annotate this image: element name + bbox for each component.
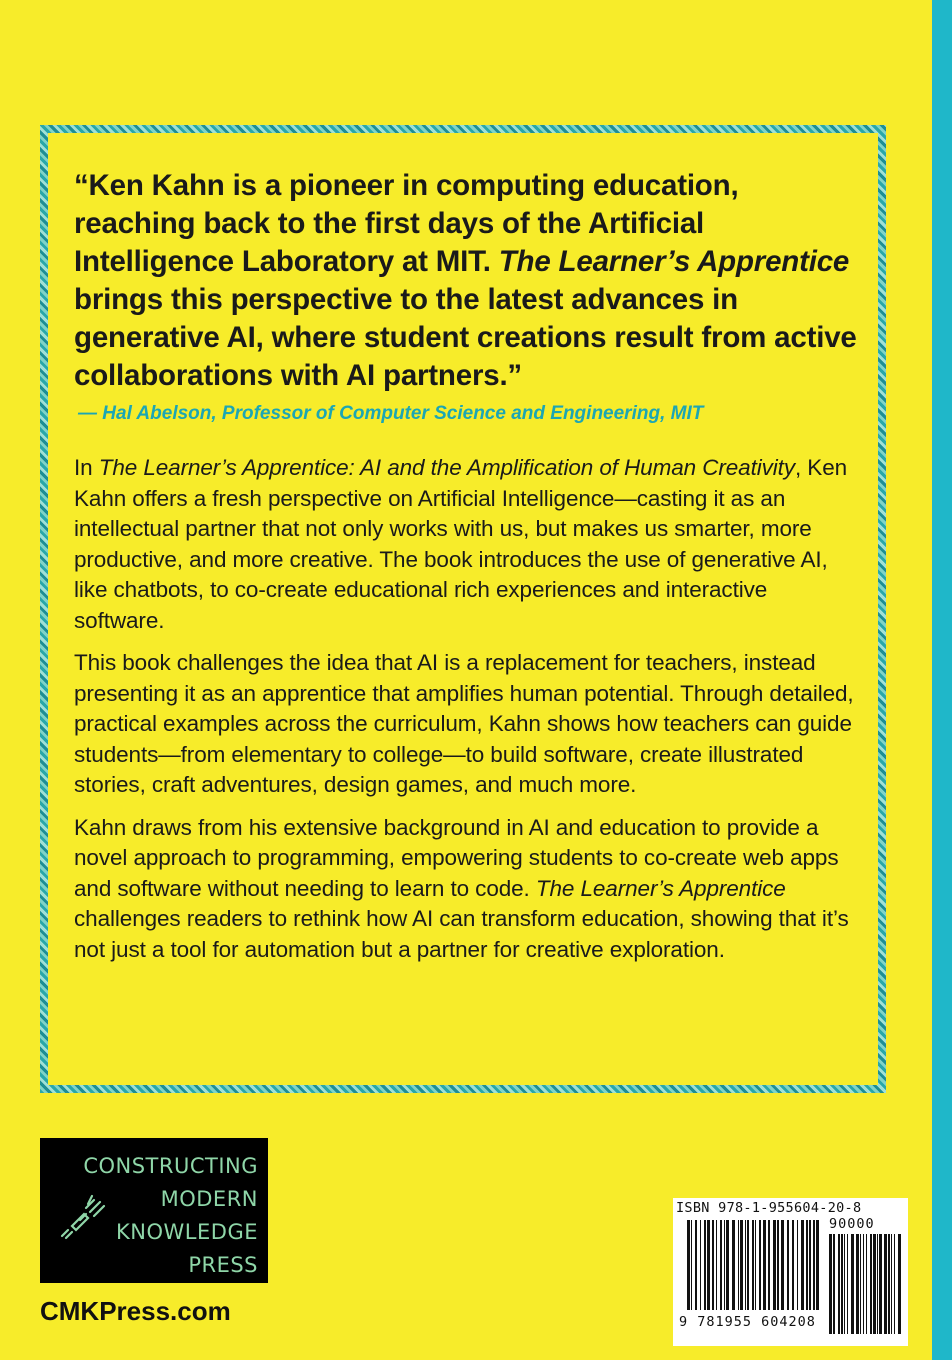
barcode-bar <box>773 1220 776 1310</box>
publisher-line-2: MODERN <box>160 1187 258 1211</box>
barcode-bar <box>787 1220 789 1310</box>
description-paragraph-3 <box>74 813 858 966</box>
barcode-digits: 9 781955 604208 <box>679 1314 816 1330</box>
quote-attribution: — Hal Abelson, Professor of Computer Science and Engineering, MIT <box>78 403 704 424</box>
barcode-bar <box>763 1220 766 1310</box>
barcode-bar <box>816 1220 819 1310</box>
barcode-addon-bar <box>838 1234 840 1334</box>
p3-lead: Kahn draws from his extensive background in AI and education to provide a novel approach to programming, empowering students to co-create web apps and software without needing to learn to code. <box>74 814 839 901</box>
blurb-frame <box>40 125 886 1093</box>
barcode-bar <box>801 1220 804 1310</box>
barcode-bar <box>712 1220 714 1310</box>
p3-text: challenges readers to rethink how AI can transform education, showing that it’s not just a tool for automation but a partner for creative exploration. <box>74 906 849 962</box>
barcode-addon-bar <box>894 1234 895 1334</box>
barcode-addon-bar <box>844 1234 845 1334</box>
barcode-bar <box>747 1220 749 1310</box>
barcode-addon-bar <box>870 1234 872 1334</box>
barcode-addon-bar <box>847 1234 848 1334</box>
barcode-bar <box>813 1220 815 1310</box>
barcode-addon-bar <box>884 1234 887 1334</box>
barcode-bar <box>691 1220 692 1310</box>
p3-book-title: The Learner’s Apprentice <box>535 875 786 901</box>
barcode-addon-bar <box>879 1234 882 1334</box>
quote-book-title: The Learner’s Apprentice <box>498 245 850 278</box>
barcode-bar <box>695 1220 697 1310</box>
publisher-name <box>83 1150 258 1282</box>
barcode-addon-bar <box>860 1234 861 1334</box>
publisher-logo <box>40 1138 268 1283</box>
publisher-line-4: PRESS <box>188 1253 258 1277</box>
isbn-barcode <box>673 1198 908 1346</box>
barcode-bar <box>781 1220 784 1310</box>
quote-text-1: “Ken Kahn is a pioneer in computing education, reaching back to the first days of the Artificial Intelligence Laboratory at MIT. <box>74 169 739 278</box>
endorsement-quote <box>74 167 858 395</box>
description-paragraph-2: This book challenges the idea that AI is a replacement for teachers, instead presenting it as an apprentice that amplifies human potential. Through detailed, practical examples across the curriculum, Kahn shows how teachers can guide students—from elementary to college—to build software, create illustrated stories, craft adventures, design games, and much more. <box>74 650 854 797</box>
blurb-content <box>48 133 878 1085</box>
barcode-bar <box>745 1220 746 1310</box>
description-paragraph-1 <box>74 453 858 636</box>
barcode-addon-bar <box>891 1234 892 1334</box>
spine-strip <box>932 0 952 1360</box>
barcode-bar <box>752 1220 754 1310</box>
barcode-bar <box>704 1220 706 1310</box>
barcode-bar <box>726 1220 729 1310</box>
barcode-bar <box>687 1220 690 1310</box>
publisher-line-1: CONSTRUCTING <box>83 1154 258 1178</box>
barcode-addon-bar <box>841 1234 843 1334</box>
isbn-label: ISBN 978-1-955604-20-8 <box>676 1200 862 1216</box>
barcode-bar <box>755 1220 756 1310</box>
barcode-addon-bar <box>866 1234 867 1334</box>
publisher-line-3: KNOWLEDGE <box>116 1220 258 1244</box>
publisher-website[interactable]: CMKPress.com <box>40 1296 231 1326</box>
barcode-bar <box>740 1220 743 1310</box>
barcode-bar <box>716 1220 717 1310</box>
barcode-addon-bar <box>833 1234 835 1334</box>
p1-lead: In <box>74 455 99 480</box>
p1-book-title: The Learner’s Apprentice: AI and the Amplification of Human Creativity <box>98 455 795 480</box>
barcode-addon-bar <box>873 1234 876 1334</box>
barcode-bar <box>759 1220 761 1310</box>
barcode-addon-bar <box>829 1234 832 1334</box>
barcode-bar <box>720 1220 722 1310</box>
barcode-bar <box>700 1220 701 1310</box>
barcode-bar <box>768 1220 770 1310</box>
barcode-addon-bar <box>888 1234 890 1334</box>
barcode-addon-bar <box>856 1234 859 1334</box>
barcode-bar <box>809 1220 811 1310</box>
barcode-bar <box>806 1220 808 1310</box>
p1-text: , Ken Kahn offers a fresh perspective on Artificial Intelligence—casting it as an intellectual partner that not only works with us, but makes us smarter, more productive, and more creative. The book introduces the use of generative AI, like chatbots, to co-create educational rich experiences and interactive software. <box>74 455 848 633</box>
barcode-addon-bar <box>898 1234 901 1334</box>
barcode-addon-bar <box>863 1234 864 1334</box>
barcode-bar <box>738 1220 739 1310</box>
barcode-addon-number: 90000 <box>829 1216 875 1232</box>
barcode-bar <box>797 1220 798 1310</box>
barcode-bar <box>792 1220 794 1310</box>
barcode-addon-bar <box>851 1234 854 1334</box>
barcode-bar <box>724 1220 725 1310</box>
barcode-addon-bar <box>877 1234 878 1334</box>
quote-text-2: brings this perspective to the latest advances in generative AI, where student creations result from active collaborations with AI partners.” <box>74 283 857 392</box>
barcode-bar <box>777 1220 779 1310</box>
barcode-bar <box>707 1220 710 1310</box>
barcode-bar <box>732 1220 735 1310</box>
